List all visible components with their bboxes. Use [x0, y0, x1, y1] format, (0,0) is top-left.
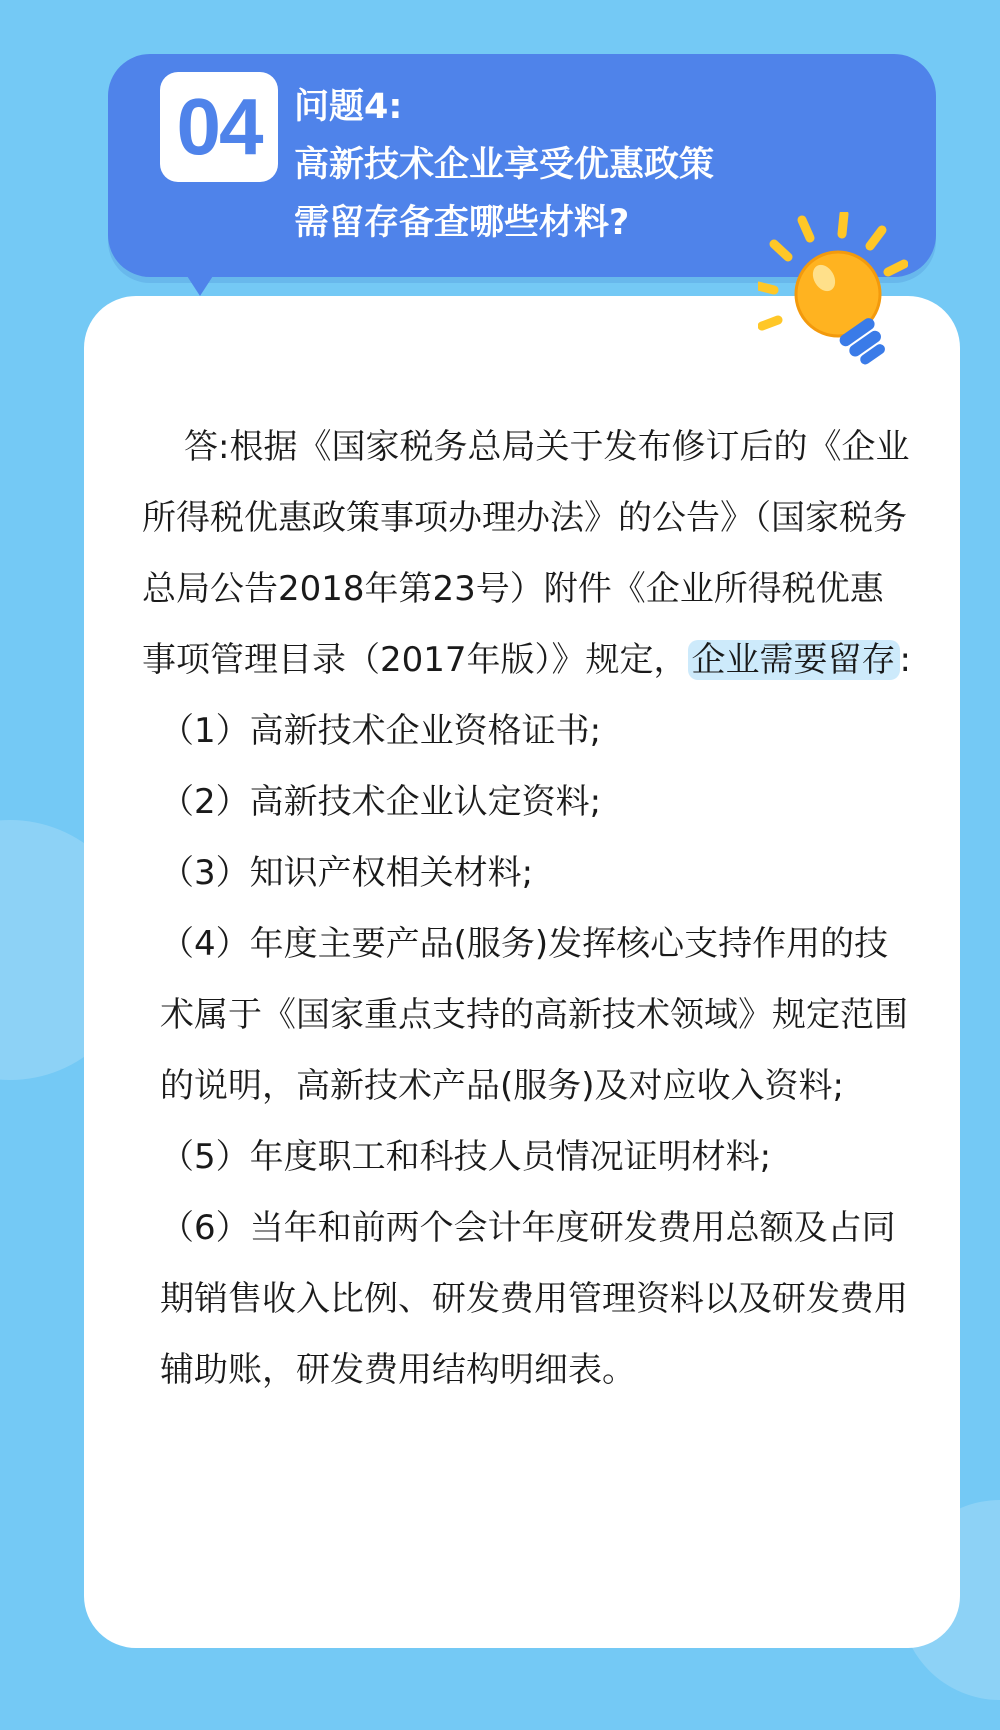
answer-body — [142, 412, 912, 1406]
header-speech-tail — [178, 262, 222, 296]
question-number: 04 — [176, 82, 262, 171]
list-item: （1）高新技术企业资格证书; — [160, 711, 602, 751]
answer-intro-end: : — [899, 640, 911, 680]
list-item: （4）年度主要产品(服务)发挥核心支持作用的技术属于《国家重点支持的高新技术领域》规定范围的说明，高新技术产品(服务)及对应收入资料; — [160, 924, 908, 1106]
question-title-line: 高新技术企业享受优惠政策 — [294, 145, 715, 185]
list-item: （2）高新技术企业认定资料; — [160, 782, 602, 822]
question-number-badge — [160, 72, 278, 182]
answer-intro-text: 答:根据《国家税务总局关于发布修订后的《企业所得税优惠政策事项办理办法》的公告》（国家税务总局公告2018年第23号）附件《企业所得税优惠事项管理目录（2017年版）》规定， — [142, 427, 910, 680]
highlighted-phrase: 企业需要留存 — [688, 640, 900, 680]
answer-intro — [142, 412, 912, 696]
list-item: （6）当年和前两个会计年度研发费用总额及占同期销售收入比例、研发费用管理资料以及研发费用辅助账，研发费用结构明细表。 — [160, 1208, 908, 1390]
lightbulb-icon — [758, 212, 908, 382]
question-title-line: 需留存备查哪些材料? — [294, 203, 630, 243]
list-item: （3）知识产权相关材料; — [160, 853, 534, 893]
question-title-line: 问题4: — [294, 87, 403, 127]
list-item: （5）年度职工和科技人员情况证明材料; — [160, 1137, 772, 1177]
question-title — [294, 78, 714, 252]
